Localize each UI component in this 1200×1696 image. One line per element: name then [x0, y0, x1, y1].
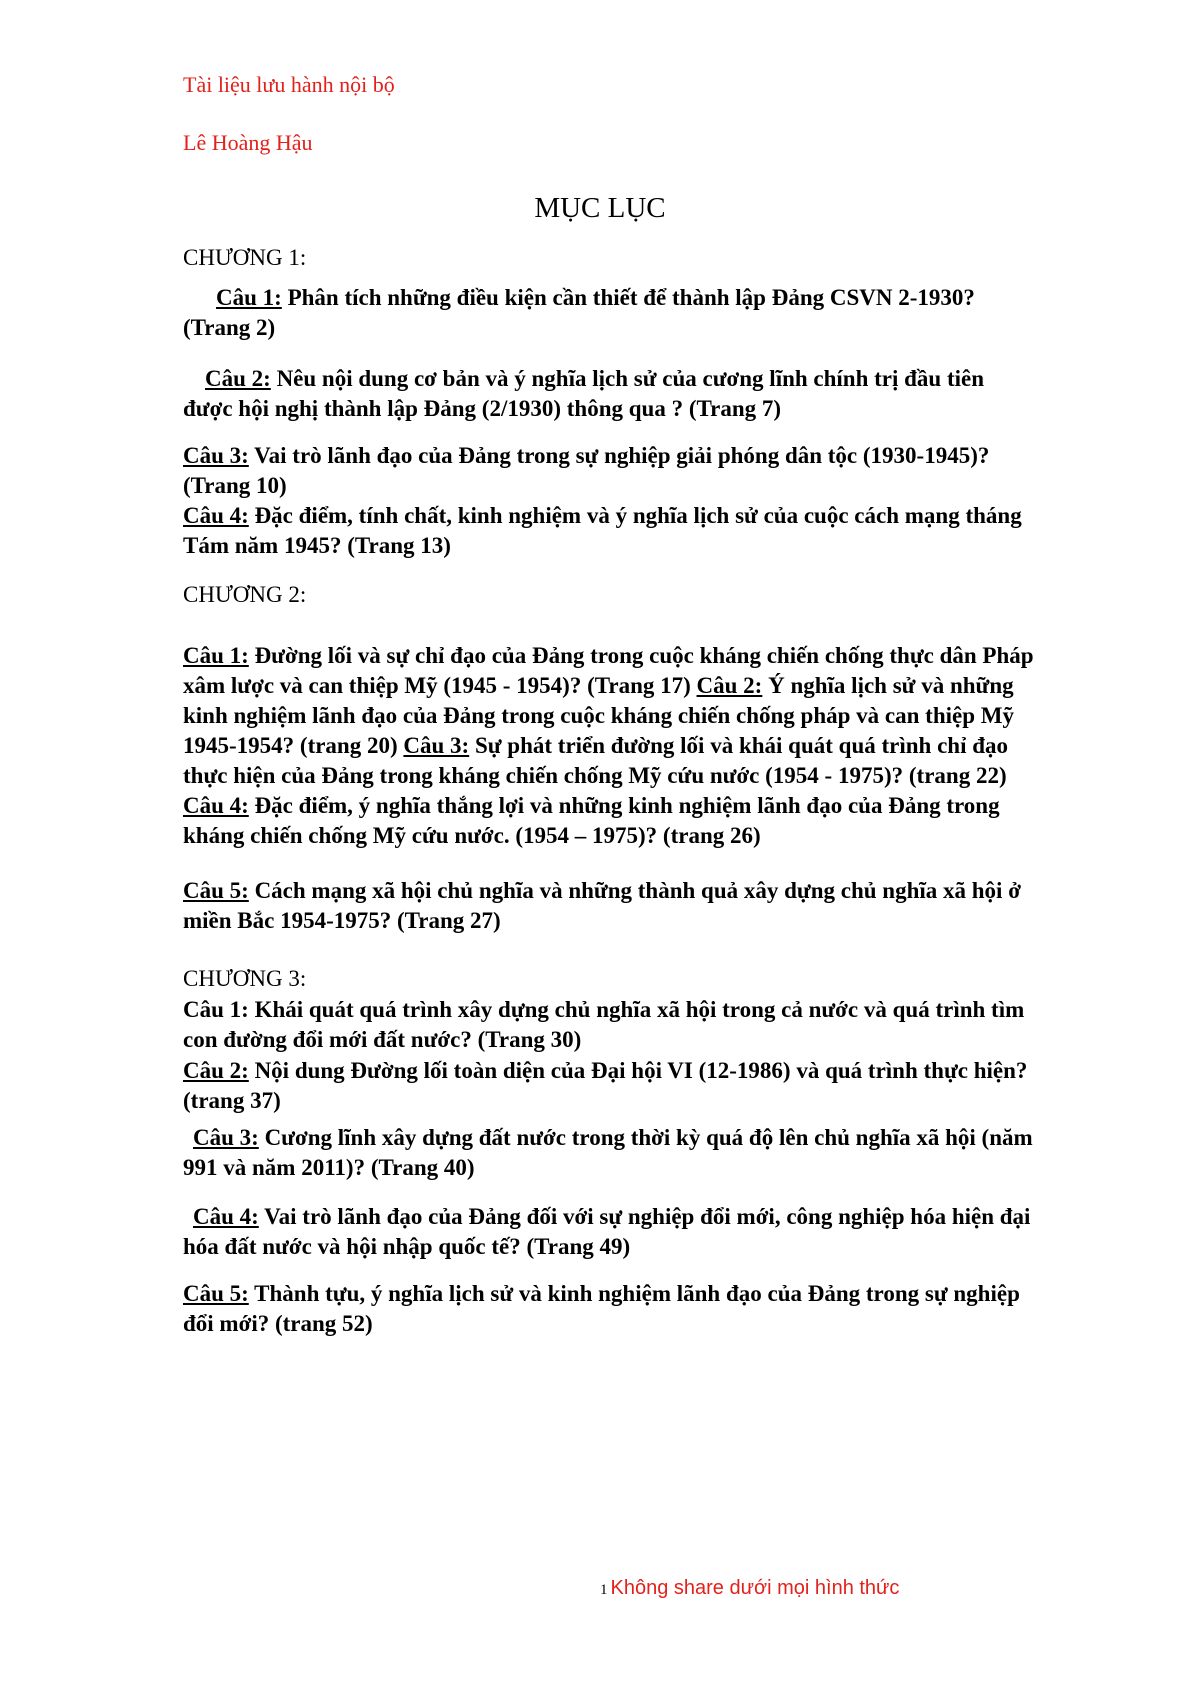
question-label: Câu 5:	[183, 1281, 249, 1306]
footer-note	[600, 1577, 899, 1600]
chapter-1-question-4	[183, 501, 1038, 561]
chapter-3-question-1	[183, 995, 1038, 1055]
chapter-3-heading: CHƯƠNG 3:	[183, 966, 307, 991]
question-text: Vai trò lãnh đạo của Đảng trong sự nghiệp giải phóng dân tộc (1930-1945)? (Trang 10)	[183, 443, 990, 498]
chapter-2-question-5	[183, 876, 1038, 936]
page-number: 1	[600, 1582, 608, 1598]
chapter-3-question-2	[183, 1056, 1038, 1116]
question-text: Phân tích những điều kiện cần thiết để thành lập Đảng CSVN 2-1930? (Trang 2)	[183, 285, 975, 340]
chapter-3-question-3	[183, 1123, 1038, 1183]
question-label: Câu 2:	[183, 1058, 249, 1083]
chapter-1-question-1	[183, 283, 1038, 343]
author-name: Lê Hoàng Hậu	[183, 130, 313, 155]
question-text: Thành tựu, ý nghĩa lịch sử và kinh nghiệm lãnh đạo của Đảng trong sự nghiệp đổi mới? (trang 52)	[183, 1281, 1020, 1336]
chapter-3-question-4	[183, 1202, 1038, 1262]
question-label: Câu 4:	[193, 1204, 259, 1229]
chapter-1-question-3	[183, 441, 1038, 501]
question-label: Câu 4:	[183, 503, 249, 528]
question-label: Câu 5:	[183, 878, 249, 903]
chapter-1-heading: CHƯƠNG 1:	[183, 245, 307, 270]
question-text: Cách mạng xã hội chủ nghĩa và những thành quả xây dựng chủ nghĩa xã hội ở miền Bắc 1954-1975? (Trang 27)	[183, 878, 1021, 933]
chapter-2-questions-1-to-4	[183, 641, 1038, 851]
question-text: Đặc điểm, tính chất, kinh nghiệm và ý nghĩa lịch sử của cuộc cách mạng tháng Tám năm 1945? (Trang 13)	[183, 503, 1022, 558]
question-text: Nêu nội dung cơ bản và ý nghĩa lịch sử của cương lĩnh chính trị đầu tiên được hội nghị thành lập Đảng (2/1930) thông qua ? (Trang 7)	[183, 366, 985, 421]
question-label: Câu 1:	[183, 643, 249, 668]
question-text: Vai trò lãnh đạo của Đảng đối với sự nghiệp đổi mới, công nghiệp hóa hiện đại hóa đất nước và hội nhập quốc tế? (Trang 49)	[183, 1204, 1031, 1259]
internal-doc-note: Tài liệu lưu hành nội bộ	[183, 72, 395, 97]
question-text: Nội dung Đường lối toàn diện của Đại hội VI (12-1986) và quá trình thực hiện? (trang 37)	[183, 1058, 1028, 1113]
question-label: Câu 1:	[183, 997, 249, 1022]
question-label: Câu 4:	[183, 793, 249, 818]
question-label: Câu 3:	[183, 443, 249, 468]
page-title: MỤC LỤC	[534, 192, 666, 224]
question-label: Câu 3:	[403, 733, 470, 758]
question-text: Cương lĩnh xây dựng đất nước trong thời kỳ quá độ lên chủ nghĩa xã hội (năm 991 và năm 2011)? (Trang 40)	[183, 1125, 1033, 1180]
question-label: Câu 2:	[205, 366, 271, 391]
chapter-3-question-5	[183, 1279, 1038, 1339]
question-label: Câu 1:	[216, 285, 282, 310]
question-text: Đặc điểm, ý nghĩa thắng lợi và những kinh nghiệm lãnh đạo của Đảng trong kháng chiến chống Mỹ cứu nước. (1954 – 1975)? (trang 26)	[183, 793, 1000, 848]
question-text: Đường lối và sự chỉ đạo của Đảng trong cuộc kháng chiến chống thực dân Pháp xâm lược và can thiệp Mỹ (1945 - 1954)? (Trang 17)	[183, 643, 1034, 698]
question-text: Khái quát quá trình xây dựng chủ nghĩa xã hội trong cả nước và quá trình tìm con đường đổi mới đất nước? (Trang 30)	[183, 997, 1025, 1052]
question-text: Ý nghĩa lịch sử và những kinh nghiệm lãnh đạo của Đảng trong cuộc kháng chiến chống pháp và can thiệp Mỹ 1945-1954? (trang 20)	[183, 673, 1014, 758]
chapter-1-question-2	[183, 364, 1038, 424]
footer-warning: Không share dưới mọi hình thức	[610, 1577, 900, 1599]
question-label: Câu 2:	[696, 673, 763, 698]
chapter-2-heading: CHƯƠNG 2:	[183, 582, 307, 607]
question-label: Câu 3:	[193, 1125, 259, 1150]
question-text: Sự phát triển đường lối và khái quát quá trình chỉ đạo thực hiện của Đảng trong kháng chiến chống Mỹ cứu nước (1954 - 1975)? (trang 22)	[183, 733, 1009, 788]
